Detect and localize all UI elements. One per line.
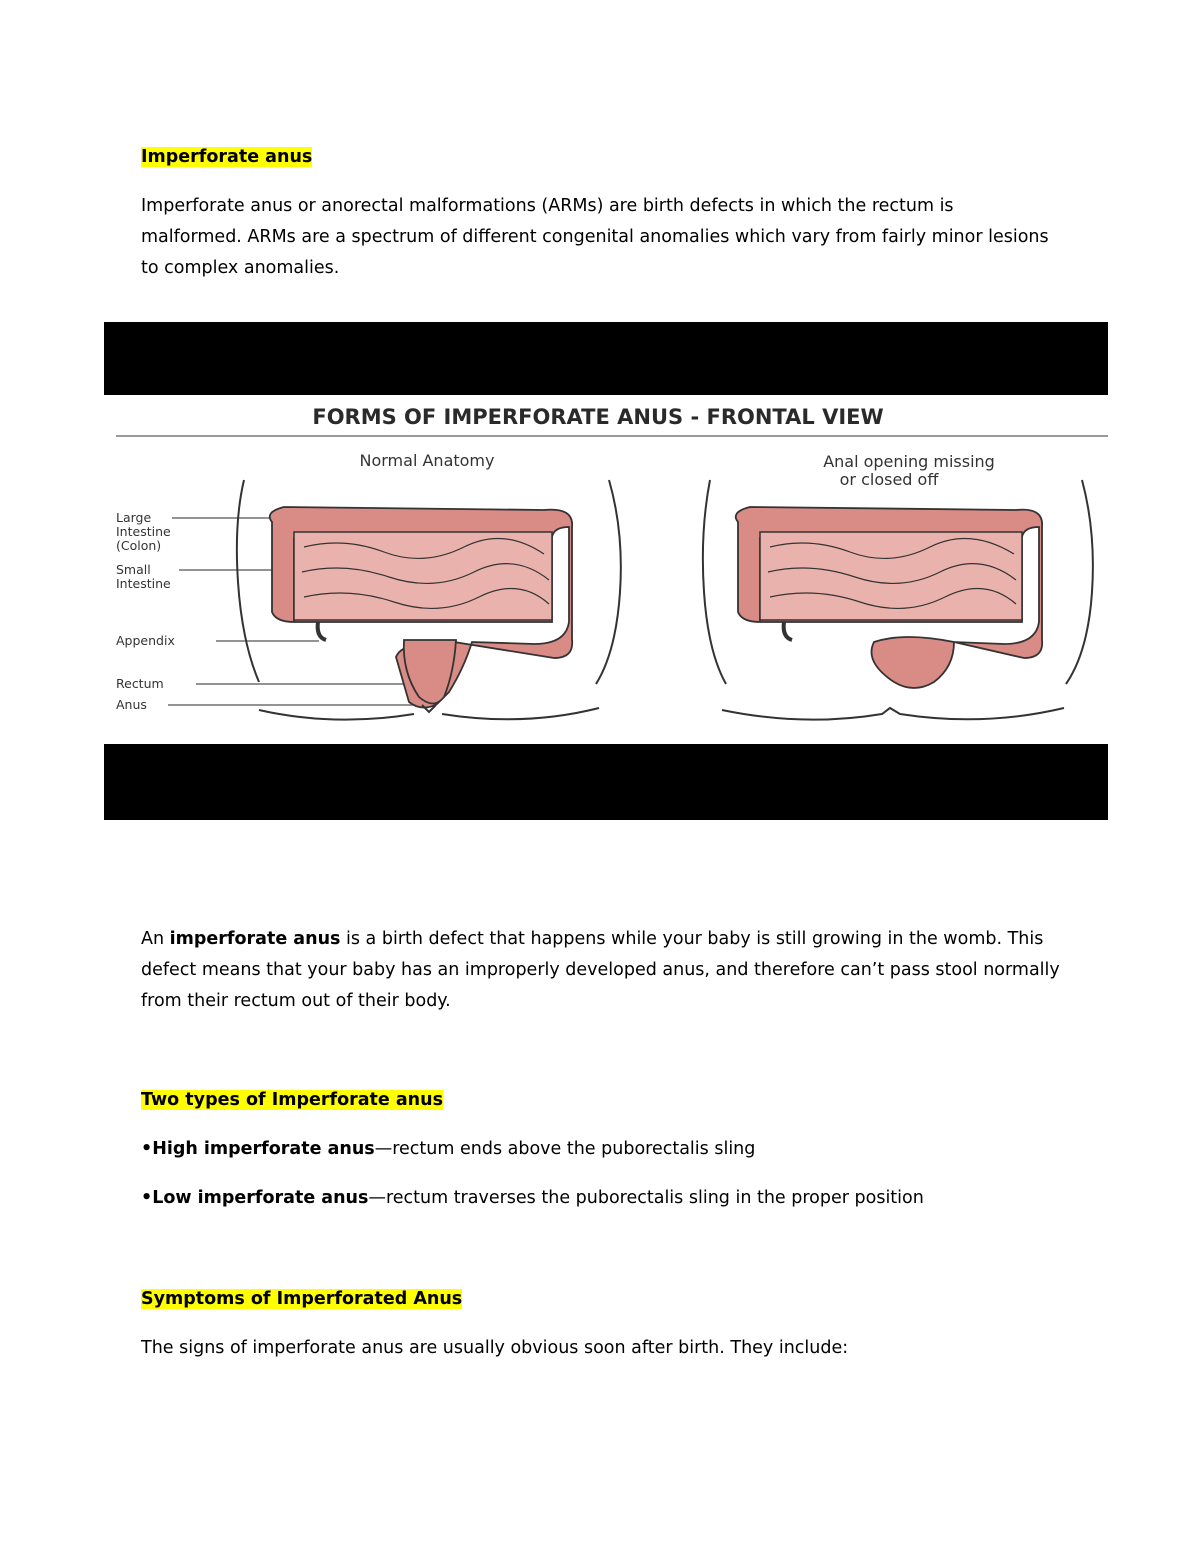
bottom-black-band — [104, 744, 1108, 820]
label-small: Small — [116, 562, 151, 577]
intro-line-1: Imperforate anus or anorectal malformations (ARMs) are birth defects in which the rectum is — [141, 196, 954, 216]
heading-symptoms — [141, 1284, 462, 1315]
heading-two-types — [141, 1085, 443, 1116]
caption-missing-line2: or closed off — [839, 470, 939, 489]
label-intestine: Intestine — [116, 524, 171, 539]
left-body-outline-r — [596, 480, 621, 684]
anatomy-illustration — [104, 322, 1108, 820]
caption-missing-line1: Anal opening missing — [823, 452, 995, 471]
left-appendix — [318, 622, 326, 640]
right-body-outline-r — [1066, 480, 1093, 684]
right-body-outline-l — [703, 480, 726, 684]
heading-imperforate-anus — [141, 142, 312, 173]
type-desc-high: —rectum ends above the puborectalis sling — [374, 1139, 756, 1159]
definition-term: imperforate anus — [169, 929, 341, 949]
definition-rest: is a birth defect that happens while your baby is still growing in the womb. This — [340, 929, 1044, 949]
bullet: • — [141, 1139, 153, 1159]
definition-line-2: defect means that your baby has an improperly developed anus, and therefore can’t pass stool normally — [141, 960, 1060, 980]
heading-highlight: Imperforate anus — [141, 147, 313, 167]
top-black-band — [104, 322, 1108, 395]
left-small-intestine — [294, 532, 552, 620]
right-pelvis-outline — [722, 708, 1064, 720]
right-small-intestine — [760, 532, 1022, 620]
label-anus: Anus — [116, 697, 147, 712]
type-term-high: High imperforate anus — [152, 1139, 375, 1159]
type-item-high — [141, 1134, 755, 1165]
left-pelvis-outline — [259, 708, 599, 720]
type-item-low — [141, 1183, 924, 1214]
label-rectum: Rectum — [116, 676, 164, 691]
label-colon: (Colon) — [116, 538, 162, 553]
heading-symptoms-highlight: Symptoms of Imperforated Anus — [141, 1289, 463, 1309]
heading-two-types-highlight: Two types of Imperforate anus — [141, 1090, 444, 1110]
anatomy-figure — [104, 322, 1108, 820]
label-appendix: Appendix — [116, 633, 175, 648]
label-small-intestine: Intestine — [116, 576, 171, 591]
type-desc-low: —rectum traverses the puborectalis sling in the proper position — [368, 1188, 924, 1208]
intro-line-2: malformed. ARMs are a spectrum of different congenital anomalies which vary from fairly minor lesions — [141, 227, 1049, 247]
bullet: • — [141, 1188, 153, 1208]
figure-title: FORMS OF IMPERFORATE ANUS - FRONTAL VIEW — [312, 405, 884, 429]
anatomy-labels — [116, 510, 175, 712]
intro-line-3: to complex anomalies. — [141, 258, 340, 278]
definition-line-1 — [141, 924, 1043, 955]
caption-normal-anatomy: Normal Anatomy — [359, 451, 495, 470]
label-large: Large — [116, 510, 152, 525]
definition-line-3: from their rectum out of their body. — [141, 991, 451, 1011]
left-body-outline-l — [237, 480, 259, 682]
imperforate-anatomy-drawing — [703, 480, 1093, 720]
symptoms-intro: The signs of imperforate anus are usually obvious soon after birth. They include: — [141, 1338, 849, 1358]
definition-prefix: An — [141, 929, 170, 949]
right-appendix — [784, 622, 792, 640]
type-term-low: Low imperforate anus — [152, 1188, 369, 1208]
